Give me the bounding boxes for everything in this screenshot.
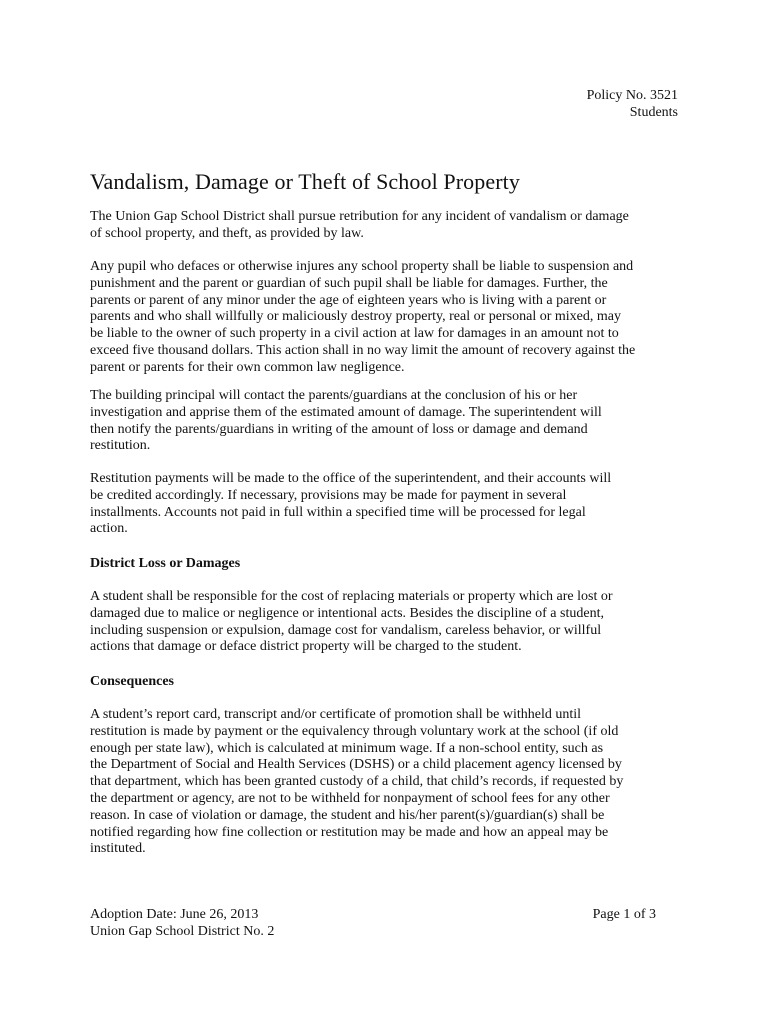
paragraph-line: actions that damage or deface district property will be charged to the student. [90,639,522,655]
paragraph-line: be credited accordingly. If necessary, provisions may be made for payment in several [90,487,567,503]
paragraph-line: installments. Accounts not paid in full within a specified time will be processed for legal [90,504,586,520]
paragraph-line: of school property, and theft, as provided by law. [90,225,364,241]
paragraph-line: action. [90,521,128,537]
paragraph-line: be liable to the owner of such property in a civil action at law for damages in an amount not to [90,326,619,342]
paragraph-line: A student’s report card, transcript and/or certificate of promotion shall be withheld until [90,707,582,722]
paragraph-line: parent or parents for their own common law negligence. [90,359,405,375]
paragraph-restitution-payments [90,471,684,538]
policy-header [587,87,678,121]
paragraph-line: punishment and the parent or guardian of such pupil shall be liable for damages. Further, the [90,275,608,291]
paragraph-line: the department or agency, are not to be withheld for nonpayment of school fees for any other [90,790,610,806]
paragraph-line: Any pupil who defaces or otherwise injures any school property shall be liable to suspension and [90,259,634,274]
heading-district-loss: District Loss or Damages [90,556,241,571]
paragraph-line: The building principal will contact the parents/guardians at the conclusion of his or her [90,388,578,403]
paragraph-line: the Department of Social and Health Services (DSHS) or a child placement agency licensed by [90,757,622,773]
paragraph-line: exceed five thousand dollars. This action shall in no way limit the amount of recovery against the [90,342,636,358]
paragraph-intro [90,209,684,243]
policy-number: Policy No. 3521 [586,88,678,103]
paragraph-line: then notify the parents/guardians in writing of the amount of loss or damage and demand [90,421,588,437]
paragraph-line: reason. In case of violation or damage, the student and his/her parent(s)/guardian(s) shall be [90,807,605,823]
paragraph-line: damaged due to malice or negligence or intentional acts. Besides the discipline of a student, [90,605,604,621]
page-number: Page 1 of 3 [592,907,656,922]
paragraph-line: that department, which has been granted custody of a child, that child’s records, if requested by [90,774,624,790]
paragraph-line: Restitution payments will be made to the office of the superintendent, and their accounts will [90,471,612,486]
paragraph-liability [90,259,684,377]
paragraph-line: enough per state law), which is calculated at minimum wage. If a non-school entity, such as [90,740,604,756]
heading-consequences: Consequences [90,674,175,689]
paragraph-line: A student shall be responsible for the cost of replacing materials or property which are lost or [90,589,613,604]
paragraph-line: restitution. [90,438,151,454]
paragraph-consequences [90,707,684,858]
paragraph-line: The Union Gap School District shall pursue retribution for any incident of vandalism or damage [90,209,629,224]
footer-info [90,906,274,940]
paragraph-line: instituted. [90,841,146,857]
paragraph-student-responsibility [90,589,684,656]
district-name: Union Gap School District No. 2 [90,924,275,939]
policy-category: Students [629,105,678,120]
paragraph-line: notified regarding how fine collection or restitution may be made and how an appeal may be [90,824,609,840]
paragraph-line: parents and who shall willfully or maliciously destroy property, real or personal or mixed, may [90,309,621,325]
adoption-date: Adoption Date: June 26, 2013 [90,907,259,922]
paragraph-line: restitution is made by payment or the equivalency through voluntary work at the school (if old [90,723,619,739]
paragraph-line: including suspension or expulsion, damage cost for vandalism, careless behavior, or willful [90,622,602,638]
paragraph-principal-contact [90,388,684,455]
paragraph-line: investigation and apprise them of the estimated amount of damage. The superintendent will [90,404,602,420]
document-title: Vandalism, Damage or Theft of School Property [90,169,520,194]
paragraph-line: parents or parent of any minor under the age of eighteen years who is living with a parent or [90,292,607,308]
